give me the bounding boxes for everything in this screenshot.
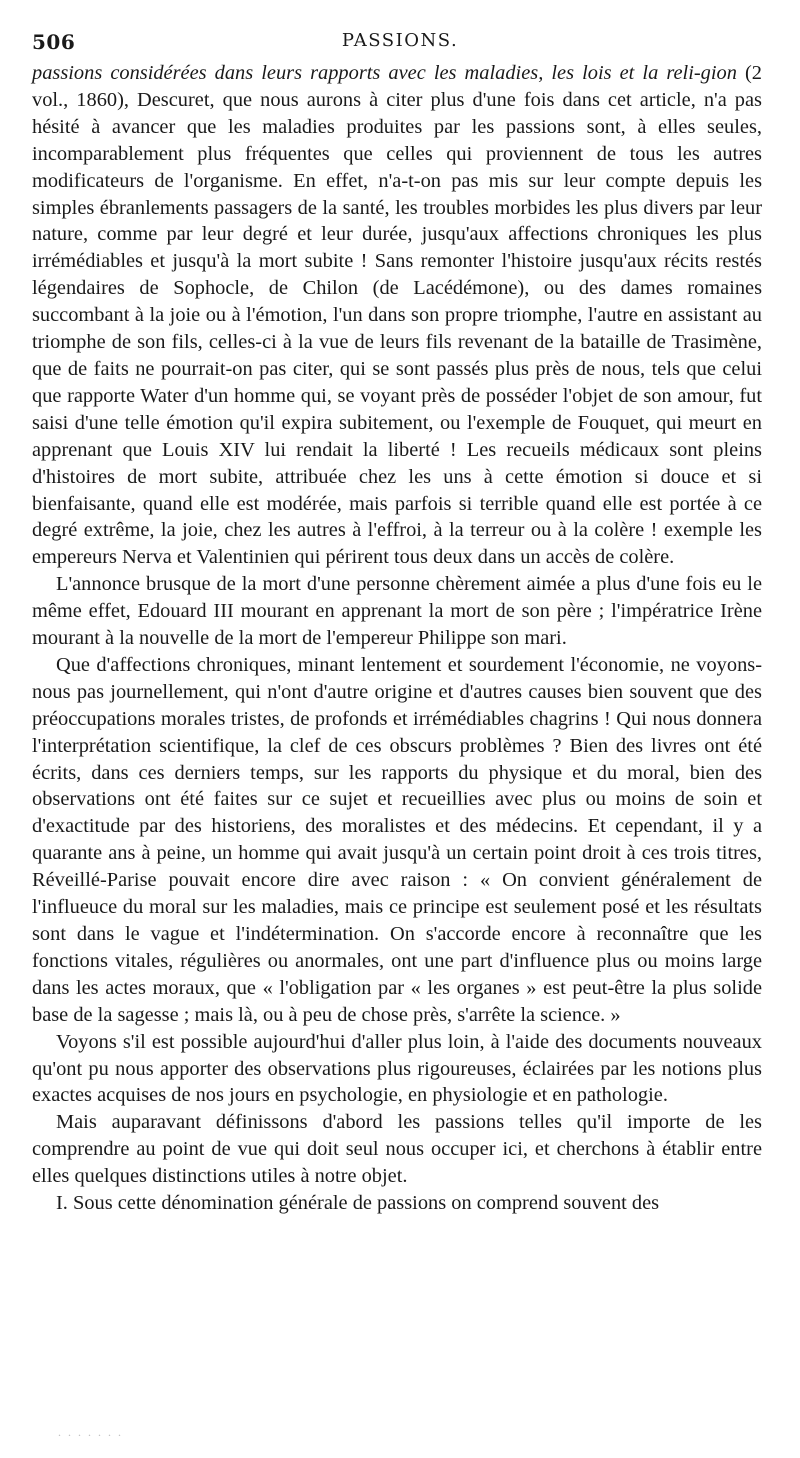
footer-marks: . . . . . . . bbox=[58, 1425, 123, 1439]
paragraph-4: Voyons s'il est possible aujourd'hui d'aller plus loin, à l'aide des documents nouveaux qu'ont pu nous apporter des observations plus rigoureuses, éclairées par les notions plus exactes acquises de nos jours en psychologie, en physiologie et en pathologie. bbox=[32, 1030, 762, 1107]
paragraph-2: L'annonce brusque de la mort d'une personne chèrement aimée a plus d'une fois eu le même effet, Edouard III mourant en apprenant la mort de son père ; l'impératrice Irène mourant à la nouvelle de la mort de l'empereur Philippe son mari. bbox=[32, 573, 762, 650]
paragraph-1-text: (2 vol., 1860), Descuret, que nous aurons à citer plus d'une fois dans cet article, n'a pas hésité à avancer que les maladies produites par les passions sont, à elles seules, incomparablement plus fréquentes que celles qui proviennent de tous les autres modificateurs de l'organisme. En effet, n'a-t-on pas mis sur leur compte depuis les simples ébranlements passagers de la santé, les troubles morbides les plus divers par leur nature, comme par leur degré et leur durée, jusqu'aux affections chroniques les plus irrémédiables et jusqu'à la mort subite ! Sans remonter l'histoire jusqu'aux récits restés légendaires de Sophocle, de Chilon (de Lacédémone), ou des dames romaines succombant à la joie ou à l'émotion, l'un dans son propre triomphe, l'autre en assistant au triomphe de son fils, celles-ci à la vue de leurs fils revenant de la bataille de Trasimène, que de faits ne pourrait-on pas citer, qui se sont passés plus près de nous, tels que celui que rapporte Water d'un homme qui, se voyant près de posséder l'objet de son amour, fut saisi d'une telle émotion qu'il expira subitement, ou l'exemple de Fouquet, qui meurt en apprenant que Louis XIV lui rendait la liberté ! Les recueils médicaux sont pleins d'histoires de mort subite, attribuée chez les uns à cette émotion si douce et si bienfaisante, quand elle est modérée, mais parfois si terrible quand elle est portée à ce degré extrême, la joie, chez les autres à l'effroi, à la terreur ou à la colère ! exemple les empereurs Nerva et Valentinien qui périrent tous deux dans un accès de colère. bbox=[32, 62, 762, 569]
paragraph-6: I. Sous cette dénomination générale de passions on comprend souvent des bbox=[56, 1192, 660, 1215]
body-text bbox=[32, 60, 762, 1217]
paragraph-5: Mais auparavant définissons d'abord les passions telles qu'il importe de les comprendre au point de vue qui doit seul nous occuper ici, et cherchons à établir entre elles quelques distinctions utiles à notre objet. bbox=[32, 1111, 762, 1188]
paragraph-1 bbox=[32, 60, 762, 571]
page-number: 506 bbox=[32, 30, 76, 54]
paragraph-1-italic-title: passions considérées dans leurs rapports avec les maladies, les lois et la reli-gion bbox=[32, 62, 737, 84]
section-title: PASSIONS. bbox=[341, 30, 459, 51]
paragraph-3: Que d'affections chroniques, minant lentement et sourdement l'économie, ne voyons-nous pas journellement, qui n'ont d'autre origine et d'autres causes bien souvent que des préoccupations morales tristes, de profonds et irrémédiables chagrins ! Qui nous donnera l'interprétation scientifique, la clef de ces obscurs problèmes ? Bien des livres ont été écrits, dans ces derniers temps, sur les rapports du physique et du moral, bien des observations ont été faites sur ce sujet et recueillies avec plus ou moins de soin et d'exactitude par des historiens, des moralistes et des médecins. Et cependant, il y a quarante ans à peine, un homme qui avait jusqu'à un certain point droit à ces trois titres, Réveillé-Parise pouvait encore dire avec raison : « On convient généralement de l'influeuce du moral sur les maladies, mais ce principe est seulement posé et les résultats sont dans le vague et l'indétermination. On s'accorde encore à reconnaître que les fonctions vitales, régulières ou anormales, ont une part d'influence plus ou moins large dans les actes moraux, que « l'obligation par « les organes » est peut-être la plus solide base de la sagesse ; mais là, ou à peu de chose près, s'arrête la science. » bbox=[32, 653, 762, 1026]
running-head bbox=[32, 30, 768, 54]
